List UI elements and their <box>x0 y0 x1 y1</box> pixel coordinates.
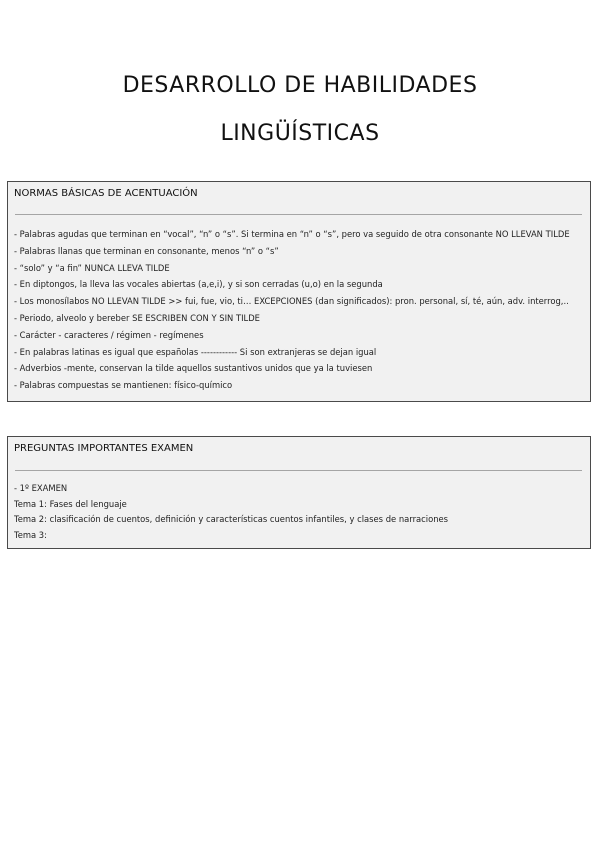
normas-item: - Palabras compuestas se mantienen: físico-químico <box>14 380 233 391</box>
normas-box <box>7 181 591 402</box>
normas-item: - Carácter - caracteres / régimen - regímenes <box>14 329 204 340</box>
preguntas-item: Tema 1: Fases del lenguaje <box>14 498 127 509</box>
normas-item: - “solo” y “a fin” NUNCA LLEVA TILDE <box>14 262 170 273</box>
preguntas-item: Tema 2: clasificación de cuentos, definición y características cuentos infantiles, y clases de narraciones <box>14 514 449 524</box>
normas-item: - En diptongos, la lleva las vocales abiertas (a,e,i), y si son cerradas (u,o) en la segunda <box>14 279 383 290</box>
normas-heading: NORMAS BÁSICAS DE ACENTUACIÓN <box>14 188 198 199</box>
normas-item: - Palabras agudas que terminan en “vocal”, “n” o “s”. Si termina en “n” o “s”, pero va seguido de otra consonante NO LLEVAN TILDE <box>14 229 570 239</box>
preguntas-item: Tema 3: <box>14 529 47 540</box>
page-title-line-2: LINGÜÍSTICAS <box>220 121 380 146</box>
normas-list <box>14 226 586 394</box>
normas-item: - En palabras latinas es igual que españolas ------------ Si son extranjeras se dejan igual <box>14 346 377 357</box>
normas-divider <box>15 214 582 215</box>
preguntas-item: - 1º EXAMEN <box>14 483 68 493</box>
preguntas-box <box>7 436 591 549</box>
normas-item: - Periodo, alveolo y bereber SE ESCRIBEN CON Y SIN TILDE <box>14 312 260 323</box>
page-title-line-1: DESARROLLO DE HABILIDADES <box>122 73 478 98</box>
preguntas-list <box>14 481 586 543</box>
preguntas-divider <box>15 470 582 471</box>
normas-item: - Palabras llanas que terminan en consonante, menos “n” o “s” <box>14 245 279 256</box>
normas-item: - Adverbios -mente, conservan la tilde aquellos sustantivos unidos que ya la tuviesen <box>14 363 373 374</box>
preguntas-heading: PREGUNTAS IMPORTANTES EXAMEN <box>14 443 194 454</box>
normas-item: - Los monosílabos NO LLEVAN TILDE >> fui, fue, vio, ti… EXCEPCIONES (dan significados): pron. personal, sí, té, aún, adv. interrog,.. <box>14 296 569 307</box>
